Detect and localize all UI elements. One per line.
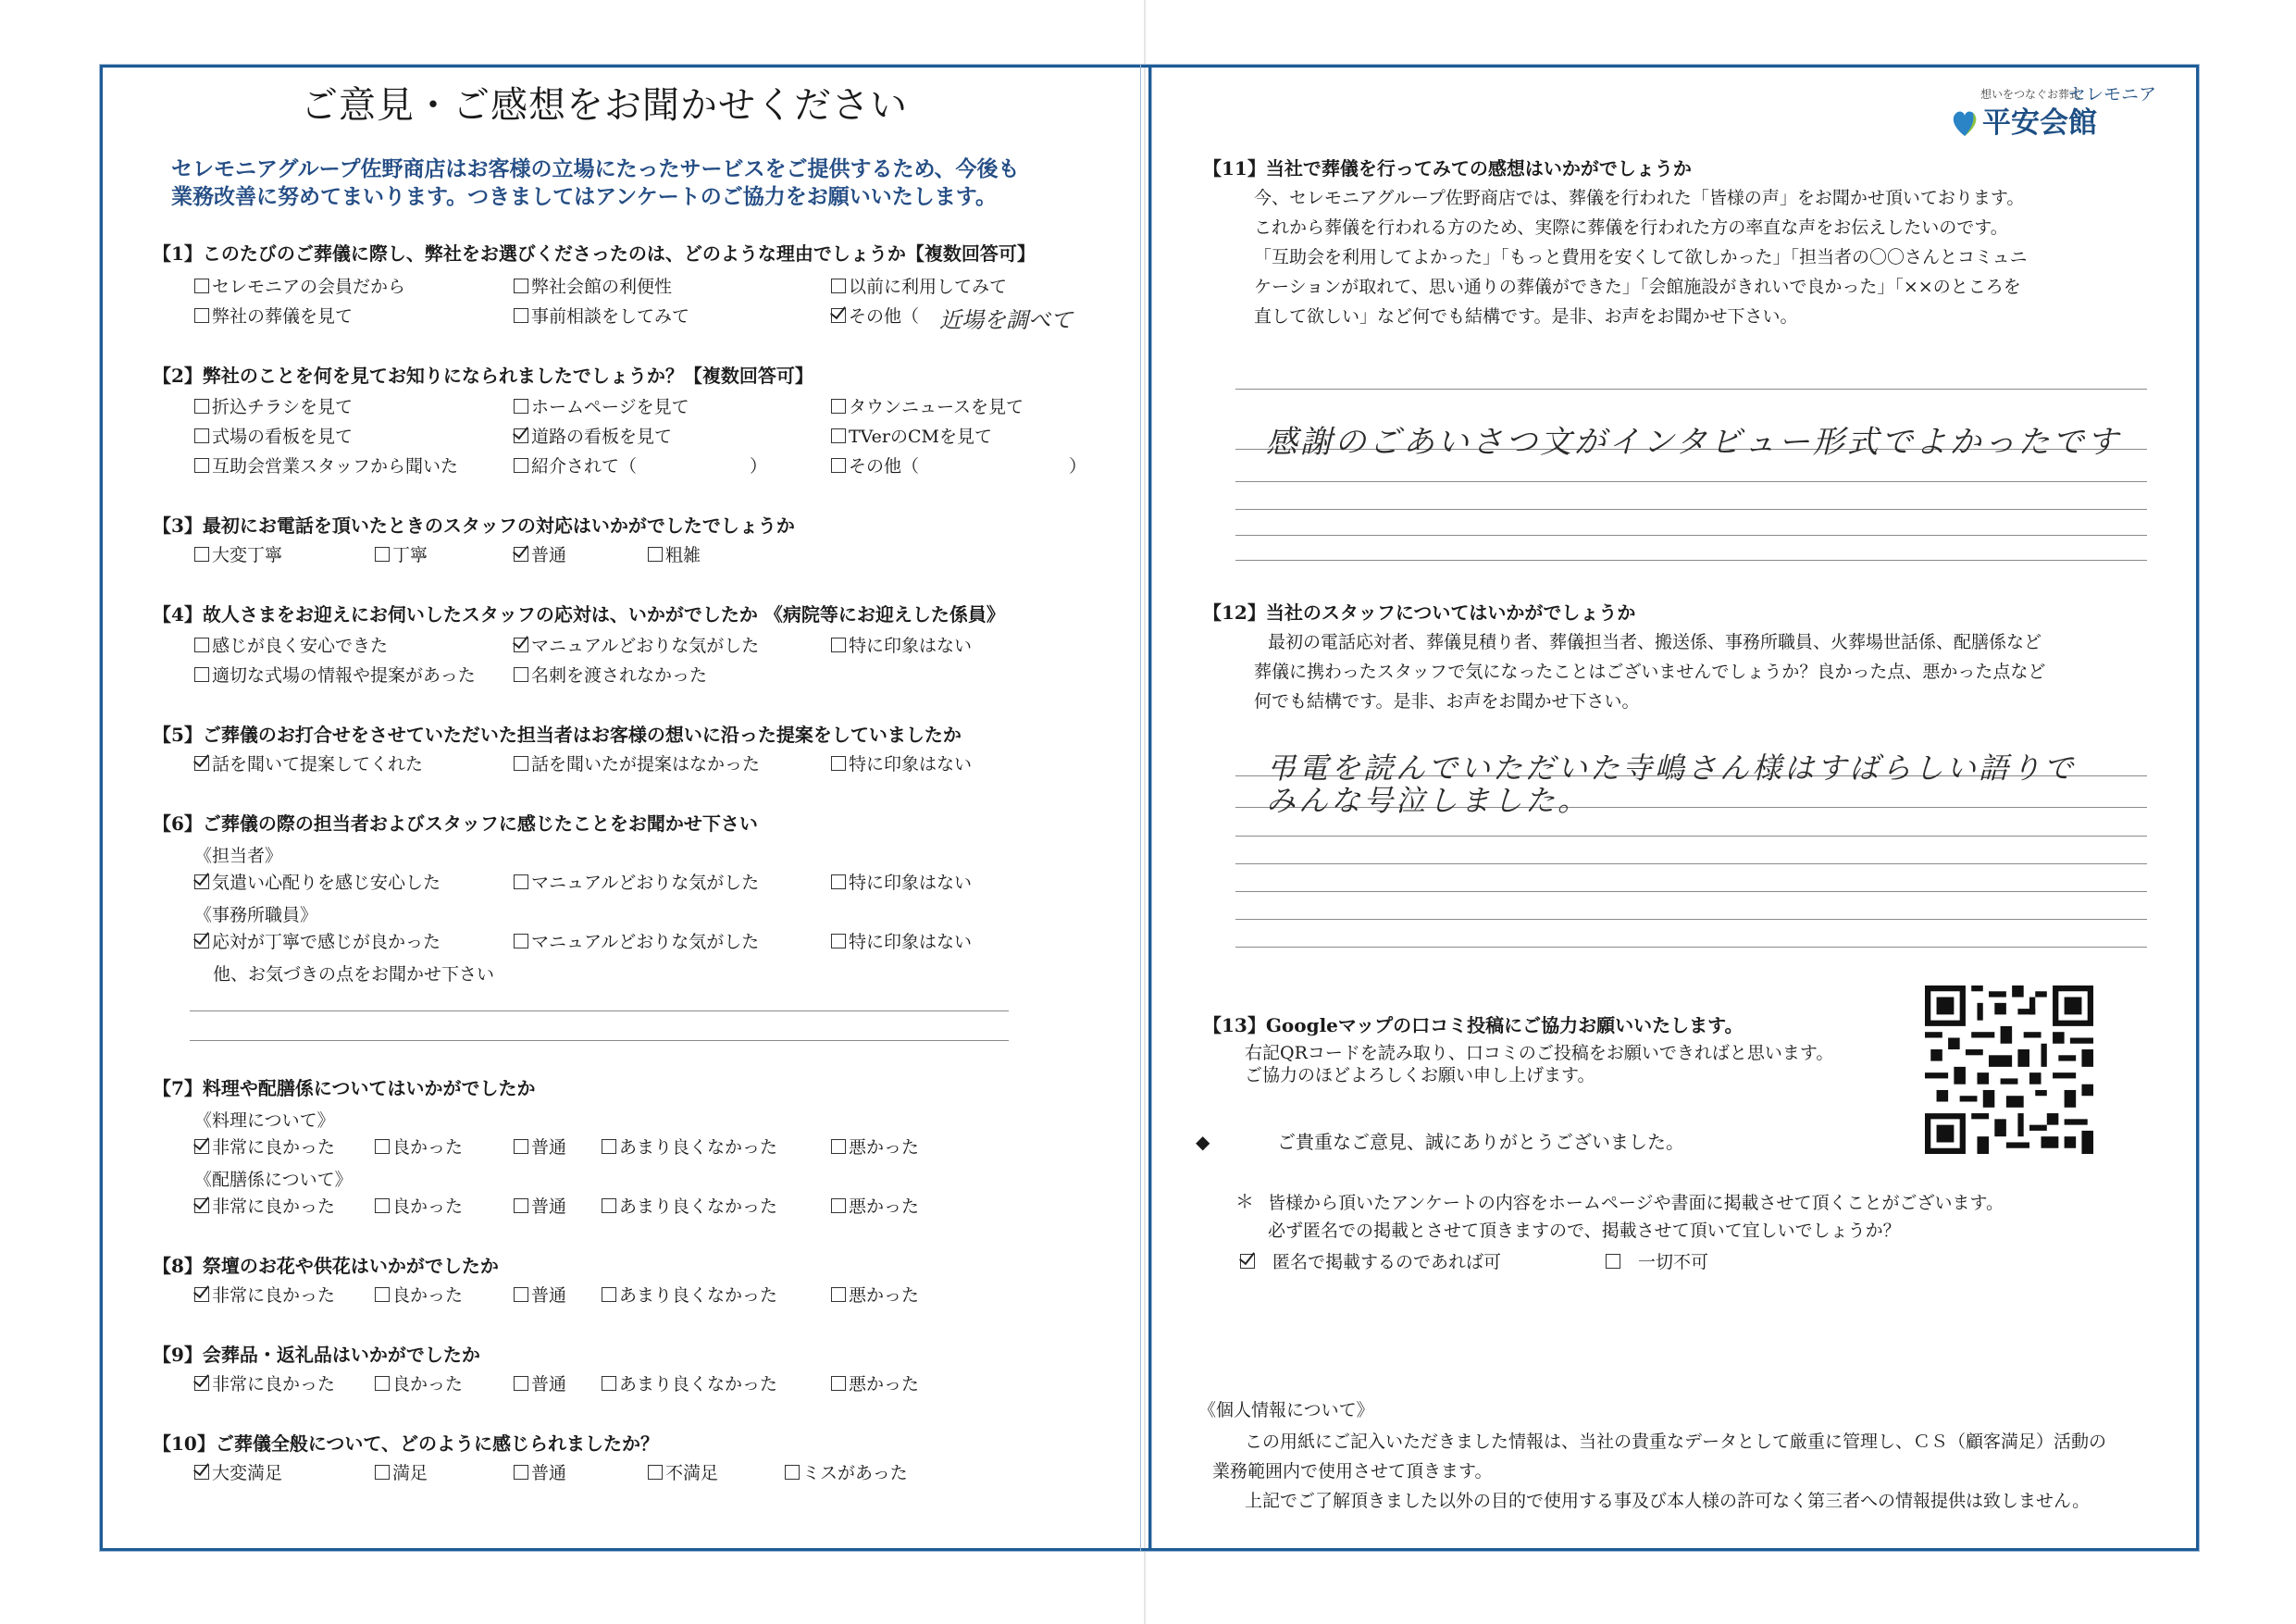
q12-text-3: 何でも結構です。是非、お声をお聞かせ下さい。 xyxy=(1254,691,1640,712)
logo-name: 平安会館 xyxy=(1982,106,2097,140)
checkbox[interactable] xyxy=(648,1465,663,1480)
q7-sub-food: 《料理について》 xyxy=(194,1110,335,1131)
checkbox-checked[interactable] xyxy=(194,1465,209,1480)
q12-answer-line[interactable] xyxy=(1235,891,2147,892)
q6-sub-office: 《事務所職員》 xyxy=(194,905,318,925)
checkbox[interactable] xyxy=(514,458,528,473)
q8-opt-3[interactable]: 普通 xyxy=(514,1284,566,1307)
q4-label: 【4】故人さまをお迎えにお伺いしたスタッフの応対は、いかがでしたか 《病院等にお迎えした係員》 xyxy=(153,603,1005,626)
qr-code-icon[interactable] xyxy=(1925,986,2093,1154)
checkbox[interactable] xyxy=(831,874,846,889)
q2-opt-2[interactable]: ホームページを見て xyxy=(514,396,689,418)
q7-food-opt-5[interactable]: 悪かった xyxy=(831,1136,919,1159)
q12-answer-line[interactable] xyxy=(1235,919,2147,920)
page-title: ご意見・ご感想をお聞かせください xyxy=(301,84,908,127)
q10-opt-5[interactable]: ミスがあった xyxy=(785,1462,908,1484)
q3-label: 【3】最初にお電話を頂いたときのスタッフの対応はいかがでしたでしょうか xyxy=(153,514,795,537)
checkbox[interactable] xyxy=(514,399,528,414)
q2-opt-1[interactable]: 折込チラシを見て xyxy=(194,396,353,418)
q12-answer-line[interactable] xyxy=(1235,836,2147,837)
q3-opt-4[interactable]: 粗雑 xyxy=(648,544,701,566)
q13-label: 【13】Googleマップの口コミ投稿にご協力お願いいたします。 xyxy=(1203,1014,1744,1036)
q5-opt-3[interactable]: 特に印象はない xyxy=(831,753,972,775)
q11-answer-line[interactable] xyxy=(1235,560,2147,561)
q11-text-3: 「互助会を利用してよかった」「もっと費用を安くして欲しかった」「担当者の〇〇さんとコミュニ xyxy=(1254,247,2028,267)
q7-service-opt-2[interactable]: 良かった xyxy=(375,1196,463,1218)
q8-label: 【8】祭壇のお花や供花はいかがでしたか xyxy=(153,1255,499,1277)
q11-label: 【11】当社で葬儀を行ってみての感想はいかがでしょうか xyxy=(1203,157,1692,180)
checkbox[interactable] xyxy=(514,756,528,771)
checkbox[interactable] xyxy=(831,1139,846,1154)
q12-answer-line[interactable] xyxy=(1235,947,2147,948)
checkbox-checked[interactable] xyxy=(194,1198,209,1213)
q11-answer-line[interactable] xyxy=(1235,509,2147,510)
checkbox[interactable] xyxy=(375,547,390,562)
checkbox[interactable] xyxy=(785,1465,800,1480)
q9-opt-2[interactable]: 良かった xyxy=(375,1373,463,1395)
q2-opt-9-close: ） xyxy=(1069,456,1087,477)
checkbox[interactable] xyxy=(602,1376,616,1391)
q13-text-1: 右記QRコードを読み取り、口コミのご投稿をお願いできればと思います。 xyxy=(1245,1043,1834,1063)
checkbox[interactable] xyxy=(831,428,846,443)
intro-line-1: セレモニアグループ佐野商店はお客様の立場にたったサービスをご提供するため、今後も xyxy=(171,157,1020,181)
checkbox[interactable] xyxy=(831,399,846,414)
privacy-text-3: 上記でご了解頂きました以外の目的で使用する事及び本人様の許可なく第三者への情報提供は致しません。 xyxy=(1245,1491,2091,1511)
checkbox[interactable] xyxy=(514,934,528,948)
q10-label: 【10】ご葬儀全般について、どのように感じられましたか？ xyxy=(153,1432,660,1455)
q2-label: 【2】弊社のことを何を見てお知りになられましたでしょうか？【複数回答可】 xyxy=(153,365,813,387)
q12-text-2: 葬儀に携わったスタッフで気になったことはございませんでしょうか？良かった点、悪かった点など xyxy=(1254,662,2046,682)
checkbox[interactable] xyxy=(514,279,528,293)
q7-service-opt-3[interactable]: 普通 xyxy=(514,1196,566,1218)
checkbox[interactable] xyxy=(194,399,209,414)
logo-heart-icon xyxy=(1951,108,1979,138)
checkbox[interactable] xyxy=(514,1376,528,1391)
checkbox[interactable] xyxy=(194,428,209,443)
checkbox-checked[interactable] xyxy=(514,547,528,562)
q12-answer-line[interactable] xyxy=(1235,863,2147,864)
q6-label: 【6】ご葬儀の際の担当者およびスタッフに感じたことをお聞かせ下さい xyxy=(153,812,758,835)
privacy-text-2: 業務範囲内で使用させて頂きます。 xyxy=(1212,1461,1493,1481)
q7-food-opt-1[interactable]: 非常に良かった xyxy=(194,1136,335,1159)
q2-opt-7[interactable]: 互助会営業スタッフから聞いた xyxy=(194,455,458,477)
publish-text-2: 必ず匿名での掲載とさせて頂きますので、掲載させて頂いて宜しいでしょうか？ xyxy=(1268,1221,1901,1241)
q6-a-opt-1[interactable]: 気遣い心配りを感じ安心した xyxy=(194,872,441,894)
publish-opt-never[interactable]: 一切不可 xyxy=(1606,1251,1708,1273)
q7-label: 【7】料理や配膳係についてはいかがでしたか xyxy=(153,1077,536,1099)
checkbox-checked[interactable] xyxy=(194,874,209,889)
q3-opt-3[interactable]: 普通 xyxy=(514,544,566,566)
q2-opt-8-close: ） xyxy=(750,456,768,477)
q9-opt-1[interactable]: 非常に良かった xyxy=(194,1373,335,1395)
asterisk-icon: ＊ xyxy=(1235,1190,1254,1212)
checkbox[interactable] xyxy=(831,1376,846,1391)
q4-opt-1[interactable]: 感じが良く安心できた xyxy=(194,635,388,657)
q3-opt-1[interactable]: 大変丁寧 xyxy=(194,544,282,566)
q2-opt-5[interactable]: 道路の看板を見て xyxy=(514,426,672,448)
q8-opt-2[interactable]: 良かった xyxy=(375,1284,463,1307)
checkbox[interactable] xyxy=(514,1198,528,1213)
checkbox-checked[interactable] xyxy=(514,428,528,443)
publish-text-1: 皆様から頂いたアンケートの内容をホームページや書面に掲載させて頂くことがございます。 xyxy=(1268,1193,2004,1213)
q4-opt-5[interactable]: 名刺を渡されなかった xyxy=(514,664,707,687)
q6-sub-staff: 《担当者》 xyxy=(194,846,283,866)
checkbox[interactable] xyxy=(514,1139,528,1154)
checkbox-checked[interactable] xyxy=(194,1287,209,1302)
checkbox[interactable] xyxy=(514,308,528,323)
checkbox[interactable] xyxy=(375,1465,390,1480)
q13-text-2: ご協力のほどよろしくお願い申し上げます。 xyxy=(1245,1065,1595,1085)
checkbox-checked[interactable] xyxy=(194,1139,209,1154)
q3-opt-2[interactable]: 丁寧 xyxy=(375,544,428,566)
checkbox-checked[interactable] xyxy=(194,934,209,948)
q2-opt-4[interactable]: 式場の看板を見て xyxy=(194,426,353,448)
checkbox[interactable] xyxy=(375,1376,390,1391)
q9-opt-4[interactable]: あまり良くなかった xyxy=(602,1373,777,1395)
q2-opt-9[interactable]: その他（ xyxy=(831,455,919,477)
checkbox[interactable] xyxy=(194,458,209,473)
q7-food-opt-2[interactable]: 良かった xyxy=(375,1136,463,1159)
privacy-text-1: この用紙にご記入いただきました情報は、当社の貴重なデータとして厳重に管理し、ＣＳ（顧客満足）活動の xyxy=(1245,1432,2107,1452)
checkbox[interactable] xyxy=(514,1287,528,1302)
q7-sub-service: 《配膳係について》 xyxy=(194,1170,353,1190)
checkbox[interactable] xyxy=(831,458,846,473)
q7-food-opt-3[interactable]: 普通 xyxy=(514,1136,566,1159)
checkbox[interactable] xyxy=(194,308,209,323)
checkbox[interactable] xyxy=(602,1287,616,1302)
q6-other-label: 他、お気づきの点をお聞かせ下さい xyxy=(213,964,495,985)
logo-brand: セレモニア xyxy=(2068,84,2157,105)
checkbox[interactable] xyxy=(375,1139,390,1154)
publish-opt-anonymous[interactable]: 匿名で掲載するのであれば可 xyxy=(1240,1251,1501,1273)
q9-label: 【9】会葬品・返礼品はいかがでしたか xyxy=(153,1344,480,1366)
checkbox[interactable] xyxy=(831,638,846,652)
checkbox[interactable] xyxy=(831,1287,846,1302)
q1-opt-1[interactable]: セレモニアの会員だから xyxy=(194,276,405,298)
checkbox[interactable] xyxy=(375,1287,390,1302)
q9-opt-3[interactable]: 普通 xyxy=(514,1373,566,1395)
q12-text-1: 最初の電話応対者、葬儀見積り者、葬儀担当者、搬送係、事務所職員、火葬場世話係、配膳係など xyxy=(1268,632,2042,652)
q1-opt-6[interactable]: その他（ xyxy=(831,305,919,328)
checkbox[interactable] xyxy=(648,547,663,562)
checkbox[interactable] xyxy=(194,279,209,293)
q6-answer-line[interactable] xyxy=(190,1010,1009,1011)
q11-answer-line[interactable] xyxy=(1235,389,2147,390)
q5-label: 【5】ご葬儀のお打合せをさせていただいた担当者はお客様の想いに沿った提案をしていましたか xyxy=(153,724,962,746)
q4-opt-2[interactable]: マニュアルどおりな気がした xyxy=(514,635,759,657)
q10-opt-1[interactable]: 大変満足 xyxy=(194,1462,282,1484)
checkbox[interactable] xyxy=(194,547,209,562)
q1-opt-4[interactable]: 弊社の葬儀を見て xyxy=(194,305,353,328)
q12-handwritten-answer-2: みんな号泣しました。 xyxy=(1266,783,1591,818)
checkbox[interactable] xyxy=(194,667,209,682)
q7-food-opt-4[interactable]: あまり良くなかった xyxy=(602,1136,777,1159)
thanks-text: ご貴重なご意見、誠にありがとうございました。 xyxy=(1277,1131,1684,1153)
q12-handwritten-answer-1: 弔電を読んでいただいた寺嶋さん様はすばらしい語りで xyxy=(1266,750,2077,786)
q7-service-opt-1[interactable]: 非常に良かった xyxy=(194,1196,335,1218)
q4-opt-3[interactable]: 特に印象はない xyxy=(831,635,972,657)
q11-text-4: ケーションが取れて、思い通りの葬儀ができた」「会館施設がきれいで良かった」「××のところを xyxy=(1254,277,2021,297)
q8-opt-1[interactable]: 非常に良かった xyxy=(194,1284,335,1307)
q1-opt-3[interactable]: 以前に利用してみて xyxy=(831,276,1007,298)
q11-answer-line[interactable] xyxy=(1235,535,2147,536)
checkbox[interactable] xyxy=(831,756,846,771)
logo-tagline: 想いをつなぐお葬式 xyxy=(1980,88,2081,101)
privacy-title: 《個人情報について》 xyxy=(1198,1400,1374,1420)
checkbox-checked[interactable] xyxy=(831,308,846,323)
diamond-icon: ◆ xyxy=(1196,1131,1210,1153)
q5-opt-2[interactable]: 話を聞いたが提案はなかった xyxy=(514,753,760,775)
checkbox[interactable] xyxy=(1606,1254,1620,1269)
q6-b-opt-3[interactable]: 特に印象はない xyxy=(831,931,972,953)
checkbox[interactable] xyxy=(514,667,528,682)
checkbox[interactable] xyxy=(375,1198,390,1213)
checkbox[interactable] xyxy=(602,1198,616,1213)
q2-opt-3[interactable]: タウンニュースを見て xyxy=(831,396,1024,418)
q10-opt-4[interactable]: 不満足 xyxy=(648,1462,718,1484)
q6-b-opt-1[interactable]: 応対が丁寧で感じが良かった xyxy=(194,931,441,953)
logo xyxy=(1943,84,2157,153)
q11-text-1: 今、セレモニアグループ佐野商店では、葬儀を行われた「皆様の声」をお聞かせ頂いております。 xyxy=(1254,188,2025,208)
q1-opt-5[interactable]: 事前相談をしてみて xyxy=(514,305,689,328)
q7-service-opt-5[interactable]: 悪かった xyxy=(831,1196,919,1218)
q10-opt-2[interactable]: 満足 xyxy=(375,1462,428,1484)
intro-line-2: 業務改善に努めてまいります。つきましてはアンケートのご協力をお願いいたします。 xyxy=(171,185,997,209)
checkbox[interactable] xyxy=(831,934,846,948)
q6-answer-line[interactable] xyxy=(190,1040,1009,1041)
q1-label: 【1】このたびのご葬儀に際し、弊社をお選びくださったのは、どのような理由でしょうか【複数回答可】 xyxy=(153,242,1036,265)
q12-label: 【12】当社のスタッフについてはいかがでしょうか xyxy=(1203,601,1636,624)
checkbox-checked[interactable] xyxy=(514,638,528,652)
checkbox[interactable] xyxy=(514,874,528,889)
checkbox[interactable] xyxy=(602,1139,616,1154)
q11-text-2: これから葬儀を行われる方のため、実際に葬儀を行われた方の率直な声をお伝えしたいのです。 xyxy=(1254,217,2008,238)
q1-opt-2[interactable]: 弊社会館の利便性 xyxy=(514,276,672,298)
checkbox[interactable] xyxy=(194,638,209,652)
q8-opt-5[interactable]: 悪かった xyxy=(831,1284,919,1307)
q10-opt-3[interactable]: 普通 xyxy=(514,1462,566,1484)
q6-a-opt-3[interactable]: 特に印象はない xyxy=(831,872,972,894)
checkbox[interactable] xyxy=(831,279,846,293)
q8-opt-4[interactable]: あまり良くなかった xyxy=(602,1284,777,1307)
checkbox-checked[interactable] xyxy=(194,1376,209,1391)
q1-other-handwritten: 近場を調べて xyxy=(939,307,1073,333)
q11-text-5: 直して欲しい」など何でも結構です。是非、お声をお聞かせ下さい。 xyxy=(1254,306,1798,327)
q11-handwritten-answer: 感謝のごあいさつ文がインタビュー形式でよかったです xyxy=(1266,424,2121,461)
checkbox[interactable] xyxy=(514,1465,528,1480)
checkbox[interactable] xyxy=(831,1198,846,1213)
q2-opt-8[interactable]: 紹介されて（ xyxy=(514,455,637,477)
checkbox-checked[interactable] xyxy=(194,756,209,771)
q5-opt-1[interactable]: 話を聞いて提案してくれた xyxy=(194,753,423,775)
q7-service-opt-4[interactable]: あまり良くなかった xyxy=(602,1196,777,1218)
q11-answer-line[interactable] xyxy=(1235,481,2147,482)
q9-opt-5[interactable]: 悪かった xyxy=(831,1373,919,1395)
q4-opt-4[interactable]: 適切な式場の情報や提案があった xyxy=(194,664,476,687)
checkbox-checked[interactable] xyxy=(1240,1254,1255,1269)
q6-b-opt-2[interactable]: マニュアルどおりな気がした xyxy=(514,931,759,953)
q6-a-opt-2[interactable]: マニュアルどおりな気がした xyxy=(514,872,759,894)
q2-opt-6[interactable]: TVerのCMを見て xyxy=(831,426,992,448)
